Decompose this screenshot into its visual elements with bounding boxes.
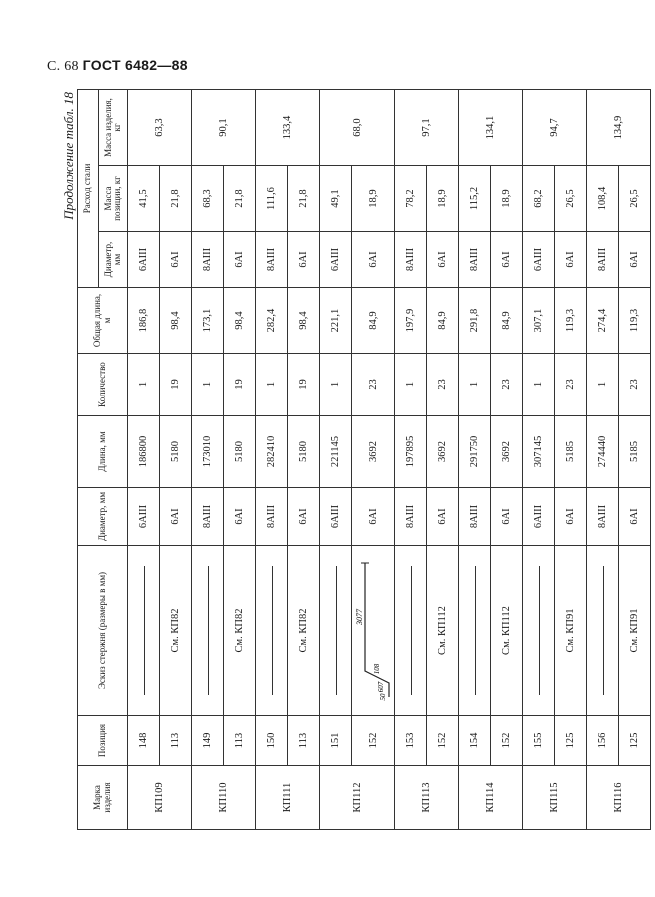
- col-header-steel-diameter: Диаметр, мм: [99, 232, 128, 288]
- cell-quantity: 1: [320, 354, 352, 416]
- cell-quantity: 1: [128, 354, 160, 416]
- cell-sketch: См. КП82: [288, 546, 320, 716]
- cell-position: 154: [459, 716, 491, 766]
- cell-product-mass: 97,1: [395, 90, 459, 166]
- table-row: [587, 90, 619, 830]
- cell-sketch: См. КП112: [491, 546, 523, 716]
- cell-diameter: 8AIII: [587, 488, 619, 546]
- cell-position: 151: [320, 716, 352, 766]
- cell-quantity: 1: [523, 354, 555, 416]
- bar-line-sketch: [475, 566, 476, 694]
- table-row: [619, 90, 651, 830]
- cell-sketch: [320, 546, 352, 716]
- cell-steel-diameter: 6AI: [619, 232, 651, 288]
- cell-steel-mass: 21,8: [224, 166, 256, 232]
- col-header-mark: Марка изделия: [78, 766, 128, 830]
- col-header-quantity: Количество: [78, 354, 128, 416]
- cell-position: 155: [523, 716, 555, 766]
- cell-length: 5185: [619, 416, 651, 488]
- cell-quantity: 1: [256, 354, 288, 416]
- bar-line-sketch: [144, 566, 145, 694]
- cell-length: 3692: [427, 416, 459, 488]
- cell-steel-diameter: 6AI: [555, 232, 587, 288]
- cell-steel-mass: 68,2: [523, 166, 555, 232]
- cell-total-length: 282,4: [256, 288, 288, 354]
- steel-spec-table: [77, 89, 651, 830]
- cell-mark: КП114: [459, 766, 523, 830]
- cell-quantity: 1: [192, 354, 224, 416]
- cell-total-length: 119,3: [555, 288, 587, 354]
- cell-diameter: 8AIII: [256, 488, 288, 546]
- page-header: [47, 57, 188, 75]
- cell-product-mass: 63,3: [128, 90, 192, 166]
- cell-diameter: 8AIII: [459, 488, 491, 546]
- cell-steel-diameter: 8AIII: [256, 232, 288, 288]
- cell-diameter: 8AIII: [192, 488, 224, 546]
- cell-steel-mass: 21,8: [288, 166, 320, 232]
- cell-quantity: 23: [352, 354, 395, 416]
- cell-sketch: [587, 546, 619, 716]
- cell-product-mass: 68,0: [320, 90, 395, 166]
- cell-steel-mass: 41,5: [128, 166, 160, 232]
- cell-steel-mass: 49,1: [320, 166, 352, 232]
- cell-quantity: 1: [459, 354, 491, 416]
- cell-steel-mass: 111,6: [256, 166, 288, 232]
- table-row: [555, 90, 587, 830]
- cell-sketch: См. КП82: [224, 546, 256, 716]
- dim-a-label: 607: [377, 682, 385, 693]
- cell-sketch: [352, 546, 395, 716]
- table-row: [224, 90, 256, 830]
- page-number: С. 68: [47, 59, 79, 74]
- cell-quantity: 1: [395, 354, 427, 416]
- cell-diameter: 6AIII: [128, 488, 160, 546]
- cell-mark: КП111: [256, 766, 320, 830]
- cell-position: 148: [128, 716, 160, 766]
- cell-sketch: [395, 546, 427, 716]
- col-header-position: Позиция: [78, 716, 128, 766]
- cell-steel-diameter: 6AI: [491, 232, 523, 288]
- dim-b-label: 108: [373, 664, 381, 675]
- cell-mark: КП113: [395, 766, 459, 830]
- cell-sketch: [523, 546, 555, 716]
- cell-sketch: См. КП112: [427, 546, 459, 716]
- cell-length: 3692: [352, 416, 395, 488]
- cell-quantity: 19: [224, 354, 256, 416]
- cell-steel-diameter: 8AIII: [587, 232, 619, 288]
- cell-total-length: 173,1: [192, 288, 224, 354]
- cell-length: 5180: [160, 416, 192, 488]
- cell-diameter: 6AI: [288, 488, 320, 546]
- cell-position: 152: [427, 716, 459, 766]
- cell-diameter: 6AI: [427, 488, 459, 546]
- bar-line-sketch: [272, 566, 273, 694]
- col-header-length: Длина, мм: [78, 416, 128, 488]
- cell-diameter: 6AIII: [523, 488, 555, 546]
- cell-total-length: 84,9: [427, 288, 459, 354]
- col-header-diameter: Диаметр, мм: [78, 488, 128, 546]
- cell-length: 5180: [288, 416, 320, 488]
- cell-quantity: 23: [619, 354, 651, 416]
- dim-main-label: 3077: [355, 609, 364, 626]
- table-area: [59, 90, 654, 830]
- cell-length: 5185: [555, 416, 587, 488]
- table-row: [459, 90, 491, 830]
- cell-mark: КП115: [523, 766, 587, 830]
- table-row: [288, 90, 320, 830]
- cell-steel-diameter: 6AIII: [523, 232, 555, 288]
- cell-total-length: 119,3: [619, 288, 651, 354]
- cell-total-length: 197,9: [395, 288, 427, 354]
- cell-length: 282410: [256, 416, 288, 488]
- cell-steel-diameter: 6AI: [288, 232, 320, 288]
- cell-diameter: 6AI: [619, 488, 651, 546]
- table-row: [427, 90, 459, 830]
- cell-steel-mass: 68,3: [192, 166, 224, 232]
- table-row: [523, 90, 555, 830]
- bar-line-sketch: [208, 566, 209, 694]
- table-row: [160, 90, 192, 830]
- cell-steel-mass: 78,2: [395, 166, 427, 232]
- cell-steel-diameter: 8AIII: [459, 232, 491, 288]
- cell-sketch: [459, 546, 491, 716]
- bar-bend-sketch: [353, 556, 393, 706]
- cell-position: 152: [491, 716, 523, 766]
- cell-quantity: 19: [288, 354, 320, 416]
- cell-position: 156: [587, 716, 619, 766]
- cell-product-mass: 94,7: [523, 90, 587, 166]
- table-body: [128, 90, 651, 830]
- rotated-table-content: [59, 90, 654, 830]
- table-row: [395, 90, 427, 830]
- standard-number: ГОСТ 6482—88: [82, 57, 188, 73]
- cell-total-length: 98,4: [224, 288, 256, 354]
- cell-length: 197895: [395, 416, 427, 488]
- table-row: [352, 90, 395, 830]
- cell-diameter: 8AIII: [395, 488, 427, 546]
- cell-length: 221145: [320, 416, 352, 488]
- cell-mark: КП112: [320, 766, 395, 830]
- cell-total-length: 186,8: [128, 288, 160, 354]
- table-row: [491, 90, 523, 830]
- cell-sketch: [192, 546, 224, 716]
- dim-c-label: 50: [379, 694, 387, 701]
- cell-sketch: [128, 546, 160, 716]
- col-header-product-mass: Масса изделия, кг: [99, 90, 128, 166]
- cell-quantity: 19: [160, 354, 192, 416]
- cell-quantity: 23: [491, 354, 523, 416]
- cell-length: 291750: [459, 416, 491, 488]
- cell-total-length: 291,8: [459, 288, 491, 354]
- col-header-steel-mass: Масса позиции, кг: [99, 166, 128, 232]
- cell-steel-mass: 115,2: [459, 166, 491, 232]
- cell-length: 5180: [224, 416, 256, 488]
- cell-length: 173010: [192, 416, 224, 488]
- cell-steel-diameter: 6AIII: [128, 232, 160, 288]
- cell-steel-mass: 26,5: [619, 166, 651, 232]
- cell-length: 186800: [128, 416, 160, 488]
- cell-steel-diameter: 8AIII: [192, 232, 224, 288]
- cell-total-length: 84,9: [491, 288, 523, 354]
- col-header-total-length: Общая длина, м: [78, 288, 128, 354]
- cell-position: 125: [619, 716, 651, 766]
- bar-line-sketch: [336, 566, 337, 694]
- table-row: [256, 90, 288, 830]
- cell-position: 152: [352, 716, 395, 766]
- cell-mark: КП110: [192, 766, 256, 830]
- cell-quantity: 23: [427, 354, 459, 416]
- cell-length: 274440: [587, 416, 619, 488]
- cell-quantity: 1: [587, 354, 619, 416]
- cell-diameter: 6AI: [160, 488, 192, 546]
- cell-steel-diameter: 6AI: [427, 232, 459, 288]
- cell-position: 153: [395, 716, 427, 766]
- cell-product-mass: 133,4: [256, 90, 320, 166]
- cell-steel-diameter: 6AI: [160, 232, 192, 288]
- cell-quantity: 23: [555, 354, 587, 416]
- cell-diameter: 6AI: [352, 488, 395, 546]
- cell-sketch: См. КП91: [619, 546, 651, 716]
- cell-total-length: 84,9: [352, 288, 395, 354]
- cell-position: 113: [224, 716, 256, 766]
- cell-length: 307145: [523, 416, 555, 488]
- table-row: [128, 90, 160, 830]
- cell-length: 3692: [491, 416, 523, 488]
- cell-product-mass: 90,1: [192, 90, 256, 166]
- cell-total-length: 98,4: [288, 288, 320, 354]
- cell-sketch: См. КП82: [160, 546, 192, 716]
- cell-steel-diameter: 6AI: [224, 232, 256, 288]
- cell-steel-mass: 18,9: [491, 166, 523, 232]
- cell-total-length: 221,1: [320, 288, 352, 354]
- col-header-sketch: Эскиз стержня (размеры в мм): [78, 546, 128, 716]
- cell-position: 149: [192, 716, 224, 766]
- bar-line-sketch: [603, 566, 604, 694]
- cell-mark: КП109: [128, 766, 192, 830]
- cell-steel-diameter: 6AI: [352, 232, 395, 288]
- bar-line-sketch: [539, 566, 540, 694]
- cell-steel-mass: 108,4: [587, 166, 619, 232]
- table-row: [192, 90, 224, 830]
- cell-product-mass: 134,1: [459, 90, 523, 166]
- cell-position: 150: [256, 716, 288, 766]
- cell-steel-mass: 18,9: [427, 166, 459, 232]
- cell-position: 113: [160, 716, 192, 766]
- cell-total-length: 98,4: [160, 288, 192, 354]
- table-row: [320, 90, 352, 830]
- cell-diameter: 6AIII: [320, 488, 352, 546]
- cell-steel-mass: 21,8: [160, 166, 192, 232]
- cell-mark: КП116: [587, 766, 651, 830]
- cell-sketch: [256, 546, 288, 716]
- cell-position: 113: [288, 716, 320, 766]
- cell-steel-diameter: 8AIII: [395, 232, 427, 288]
- cell-position: 125: [555, 716, 587, 766]
- cell-product-mass: 134,9: [587, 90, 651, 166]
- bar-line-sketch: [411, 566, 412, 694]
- cell-diameter: 6AI: [555, 488, 587, 546]
- cell-total-length: 274,4: [587, 288, 619, 354]
- table-caption: Продолжение табл. 18: [61, 92, 76, 220]
- cell-diameter: 6AI: [224, 488, 256, 546]
- cell-total-length: 307,1: [523, 288, 555, 354]
- cell-steel-mass: 26,5: [555, 166, 587, 232]
- cell-steel-mass: 18,9: [352, 166, 395, 232]
- cell-diameter: 6AI: [491, 488, 523, 546]
- col-header-steel-group: Расход стали: [78, 90, 99, 288]
- cell-sketch: См. КП91: [555, 546, 587, 716]
- cell-steel-diameter: 6AIII: [320, 232, 352, 288]
